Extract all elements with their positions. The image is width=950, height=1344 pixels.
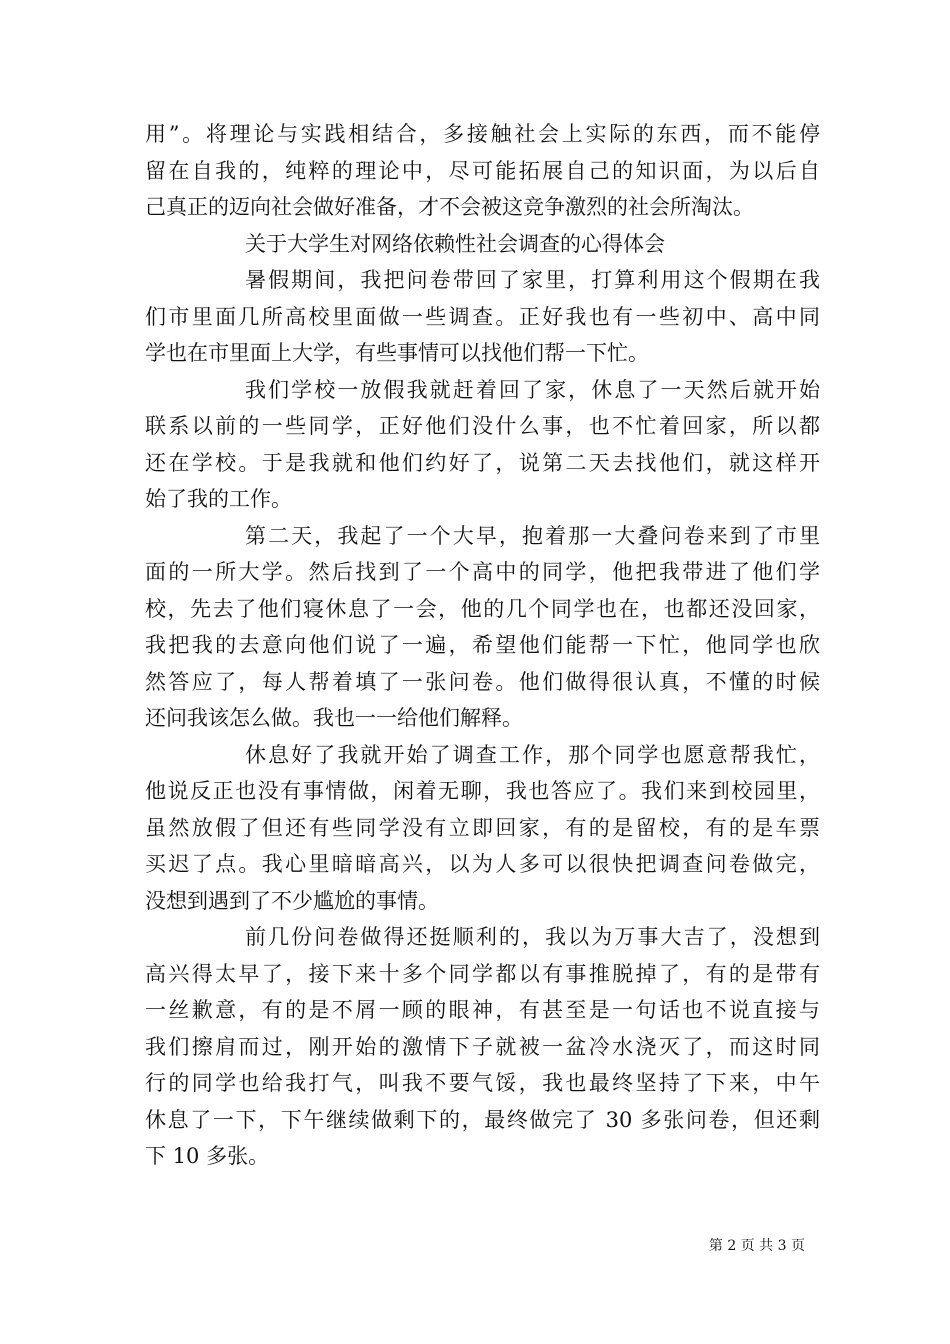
text-line: 我们擦肩而过，刚开始的激情下子就被一盆冷水浇灭了，而这时同 (145, 1034, 820, 1059)
text-line: 我们学校一放假我就赶着回了家，休息了一天然后就开始 (245, 377, 820, 402)
text-line: 一丝歉意，有的是不屑一顾的眼神，有甚至是一句话也不说直接与 (145, 998, 820, 1022)
text-line: 们市里面几所高校里面做一些调查。正好我也有一些初中、高中同 (145, 304, 820, 329)
text-line: 高兴得太早了，接下来十多个同学都以有事推脱掉了，有的是带有 (145, 961, 820, 986)
text-line: 我把我的去意向他们说了一遍，希望他们能帮一下忙，他同学也欣 (145, 633, 820, 657)
text-line: 还在学校。于是我就和他们约好了，说第二天去找他们，就这样开 (145, 450, 820, 475)
text-line: 休息了一下，下午继续做剩下的，最终做完了 30 多张问卷，但还剩 (145, 1107, 820, 1132)
text-line: 虽然放假了但还有些同学没有立即回家，有的是留校，有的是车票 (145, 815, 820, 840)
text-line: 始了我的工作。 (145, 487, 292, 511)
text-line: 行的同学也给我打气，叫我不要气馁，我也最终坚持了下来，中午 (145, 1071, 820, 1095)
text-line: 己真正的迈向社会做好准备，才不会被这竞争激烈的社会所淘汰。 (145, 195, 754, 219)
section-title: 关于大学生对网络依赖性社会调查的心得体会 (245, 231, 665, 256)
document-body (145, 116, 820, 1175)
text-line: 没想到遇到了不少尴尬的事情。 (145, 888, 439, 913)
text-line: 校，先去了他们寝休息了一会，他的几个同学也在，也都还没回家， (145, 596, 820, 621)
text-line: 下 10 多张。 (145, 1144, 270, 1168)
text-line: 学也在市里面上大学，有些事情可以找他们帮一下忙。 (145, 341, 649, 365)
text-line: 他说反正也没有事情做，闲着无聊，我也答应了。我们来到校园里， (145, 779, 820, 803)
text-line: 前几份问卷做得还挺顺利的，我以为万事大吉了，没想到 (245, 925, 820, 949)
text-line: 留在自我的，纯粹的理论中，尽可能拓展自己的知识面，为以后自 (145, 158, 820, 183)
text-line: 联系以前的一些同学，正好他们没什么事，也不忙着回家，所以都 (145, 414, 820, 438)
text-line: 买迟了点。我心里暗暗高兴，以为人多可以很快把调查问卷做完， (145, 852, 820, 876)
text-line: 第二天，我起了一个大早，抱着那一大叠问卷来到了市里 (245, 523, 820, 548)
text-line: 然答应了，每人帮着填了一张问卷。他们做得很认真，不懂的时候 (145, 669, 820, 694)
text-line: 休息好了我就开始了调查工作，那个同学也愿意帮我忙， (245, 742, 820, 767)
text-line: 面的一所大学。然后找到了一个高中的同学，他把我带进了他们学 (145, 560, 820, 584)
text-line: 暑假期间，我把问卷带回了家里，打算利用这个假期在我 (245, 268, 820, 292)
text-line: 用”。将理论与实践相结合，多接触社会上实际的东西，而不能停 (145, 122, 820, 146)
text-line: 还问我该怎么做。我也一一给他们解释。 (145, 706, 523, 730)
page-number: 第 2 页 共 3 页 (708, 1238, 805, 1254)
